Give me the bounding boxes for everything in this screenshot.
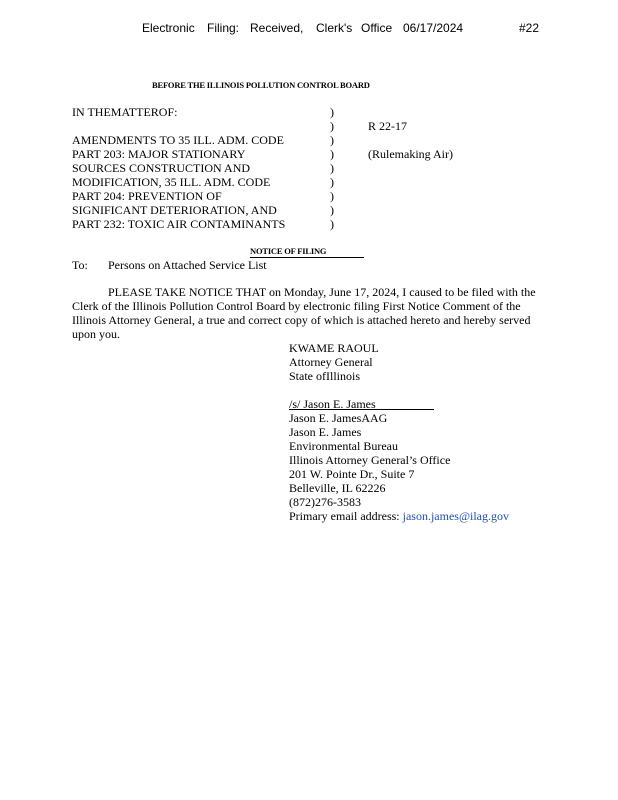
caption-line-3: SOURCES CONSTRUCTION AND: [72, 161, 251, 175]
caption-paren: ): [330, 147, 334, 161]
signatory-state: State ofIllinois: [289, 369, 360, 383]
caption-paren: ): [330, 203, 334, 217]
body-line-3: Illinois Attorney General, a true and correct copy of which is attached hereto and hereby served: [72, 313, 531, 327]
to-value: Persons on Attached Service List: [108, 258, 267, 272]
caption-paren: ): [330, 217, 334, 231]
caption-line-4: MODIFICATION, 35 ILL. ADM. CODE: [72, 175, 271, 189]
caption-paren: ): [330, 189, 334, 203]
phone-number: (872)276-3583: [289, 495, 361, 509]
caption-paren: ): [330, 119, 334, 133]
filing-stamp-date: 06/17/2024: [403, 21, 464, 35]
electronic-signature: /s/ Jason E. James: [289, 397, 376, 411]
email-label: Primary email address:: [289, 509, 400, 523]
board-title: BEFORE THE ILLINOIS POLLUTION CONTROL BOARD: [152, 80, 370, 90]
filing-stamp-number: #22: [519, 21, 540, 35]
body-line-4: upon you.: [72, 327, 120, 341]
notice-title: NOTICE OF FILING: [250, 246, 327, 256]
filing-stamp-filing: Filing:: [207, 21, 240, 35]
caption-line-7: PART 232: TOXIC AIR CONTAMINANTS: [72, 217, 286, 231]
caption-line-2: PART 203: MAJOR STATIONARY: [72, 147, 246, 161]
filing-stamp-electronic: Electronic: [142, 21, 195, 35]
case-number: R 22-17: [368, 119, 407, 133]
street-address: 201 W. Pointe Dr., Suite 7: [289, 467, 415, 481]
filing-stamp-clerk: Clerk's: [316, 21, 353, 35]
filing-stamp-office: Office: [361, 21, 393, 35]
caption-line-1: AMENDMENTS TO 35 ILL. ADM. CODE: [72, 133, 284, 147]
office: Illinois Attorney General’s Office: [289, 453, 451, 467]
caption-line-6: SIGNIFICANT DETERIORATION, AND: [72, 203, 277, 217]
body-line-2: Clerk of the Illinois Pollution Control Board by electronic filing First Notice Comment of the: [72, 299, 521, 313]
filing-stamp-received: Received,: [250, 21, 304, 35]
caption-matter: IN THEMATTEROF:: [72, 105, 178, 119]
attorney-aag: Jason E. JamesAAG: [289, 411, 388, 425]
signatory-name: KWAME RAOUL: [289, 341, 379, 355]
to-label: To:: [72, 258, 88, 272]
notice-title-underline: [250, 257, 364, 258]
caption-paren: ): [330, 161, 334, 175]
signatory-title: Attorney General: [289, 355, 373, 369]
caption-line-5: PART 204: PREVENTION OF: [72, 189, 222, 203]
signature-underline: [289, 409, 434, 410]
email-link[interactable]: jason.james@ilag.gov: [402, 509, 510, 523]
case-type: (Rulemaking Air): [368, 147, 453, 161]
city-address: Belleville, IL 62226: [289, 481, 386, 495]
caption-paren: ): [330, 175, 334, 189]
caption-paren: ): [330, 105, 334, 119]
attorney-name: Jason E. James: [289, 425, 362, 439]
bureau: Environmental Bureau: [289, 439, 398, 453]
caption-paren: ): [330, 133, 334, 147]
body-line-1: PLEASE TAKE NOTICE THAT on Monday, June 17, 2024, I caused to be filed with the: [108, 285, 536, 299]
email-row: [289, 509, 509, 524]
